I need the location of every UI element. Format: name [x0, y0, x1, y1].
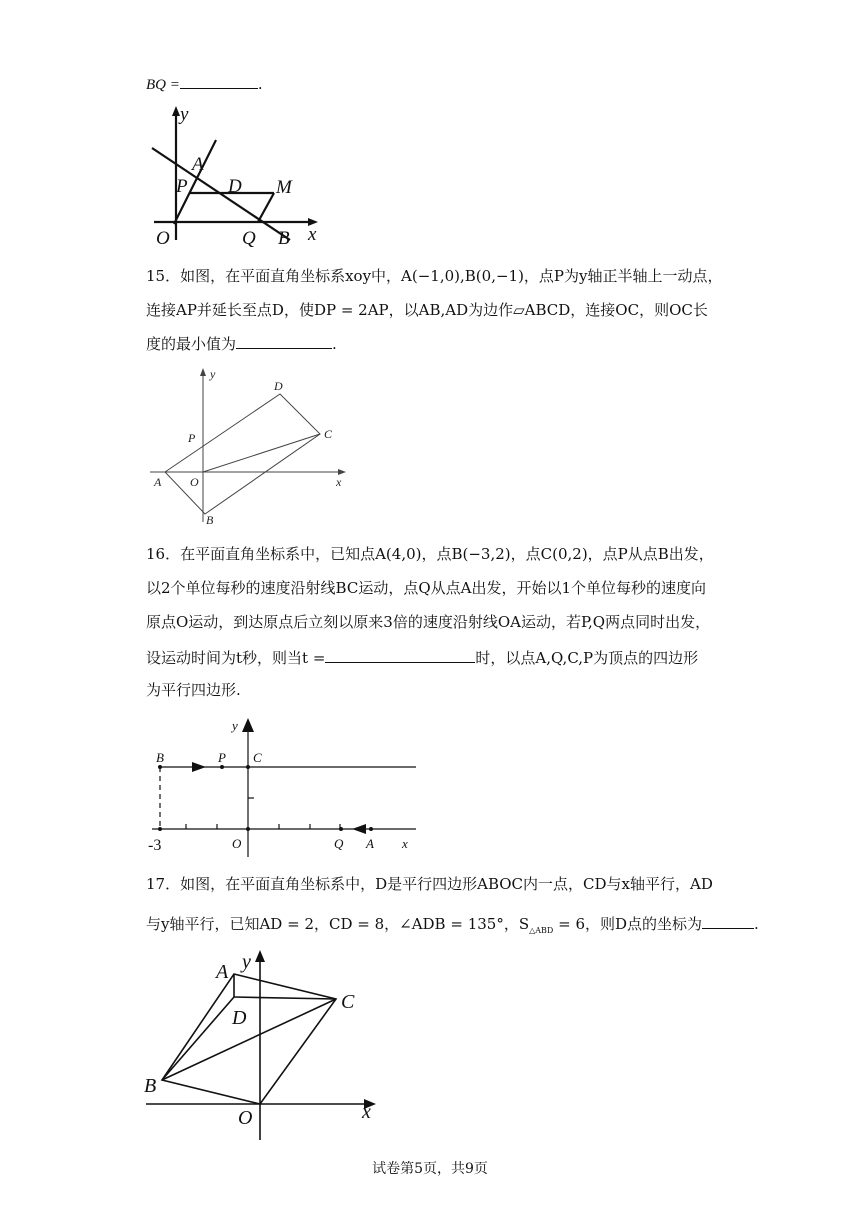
q14-answer-blank[interactable] [180, 72, 258, 89]
q15-label-x: x [336, 475, 342, 489]
q14-label-x: x [308, 224, 317, 245]
q16-line-5: 为平行四边形. [146, 681, 241, 699]
q16-line-1: 16．在平面直角坐标系中，已知点A(4,0)，点B(−3,2)，点C(0,2)，点P从点B出发， [146, 545, 714, 563]
q16-answer-blank[interactable] [325, 646, 475, 663]
q17-label-D: D [232, 1007, 247, 1029]
q15-label-O: O [190, 475, 199, 489]
q15-figure [140, 362, 360, 532]
q15-line-2: 连接AP并延长至点D，使DP = 2AP，以AB,AD为边作▱ABCD，连接OC，则OC长 [146, 301, 708, 319]
page-footer: 试卷第5页，共9页 [372, 1161, 488, 1177]
q14-label-y: y [180, 104, 189, 125]
q17-label-B: B [144, 1075, 157, 1097]
q16-figure [140, 712, 430, 862]
q14-label-D: D [228, 176, 242, 197]
q16-label-A: A [366, 836, 374, 851]
q14-label-P: P [176, 176, 188, 197]
q16-label-x: x [402, 836, 408, 851]
q16-label-P: P [218, 750, 226, 765]
q16-label-B: B [156, 750, 164, 765]
q16-label-y: y [232, 718, 238, 733]
q15-label-C: C [324, 427, 333, 441]
q16-label-C: C [253, 750, 262, 765]
q16-line-2: 以2个单位每秒的速度沿射线BC运动，点Q从点A出发，开始以1个单位每秒的速度向 [146, 579, 706, 597]
q16-label-O: O [232, 836, 242, 851]
q16-line-3: 原点O运动，到达原点后立刻以原来3倍的速度沿射线OA运动，若P,Q两点同时出发， [146, 613, 711, 631]
q15-label-y: y [210, 367, 216, 381]
q15-label-D: D [274, 379, 283, 393]
q14-answer-line: BQ = . [146, 72, 263, 95]
q17-figure [140, 946, 390, 1146]
q15-answer-blank[interactable] [236, 332, 332, 349]
q17-line-2: 与y轴平行，已知AD = 2，CD = 8，∠ADB = 135°，$S_{\triangle ABD} = 6$，则D点的坐标为 . [146, 912, 759, 941]
q15-line-1: 15．如图，在平面直角坐标系xoy中，A(−1,0),B(0,−1)，点P为y轴正半轴上一动点， [146, 267, 723, 285]
q17-label-A: A [216, 961, 229, 983]
q14-label-O: O [156, 228, 170, 249]
q14-figure [140, 100, 330, 250]
q15-label-A: A [154, 475, 162, 489]
q17-line-1: 17．如图，在平面直角坐标系中，D是平行四边形ABOC内一点，CD与x轴平行，AD [146, 875, 713, 893]
q14-label-A: A [192, 154, 204, 175]
q17-label-y: y [242, 951, 251, 973]
q15-label-B: B [206, 513, 214, 527]
q16-label-Q: Q [334, 836, 344, 851]
q14-label-Q: Q [242, 228, 256, 249]
q16-label-neg3: -3 [148, 837, 162, 854]
q14-answer-lhs: BQ = [146, 77, 180, 93]
q17-answer-blank[interactable] [702, 912, 754, 929]
q15-label-P: P [188, 431, 196, 445]
q17-label-x: x [362, 1101, 371, 1123]
q17-label-O: O [238, 1107, 253, 1129]
q16-line-4: 设运动时间为t秒，则当t = 时，以点A,Q,C,P为顶点的四边形 [146, 646, 698, 668]
q14-label-B: B [278, 228, 290, 249]
q15-line-3: 度的最小值为 . [146, 332, 337, 354]
q17-label-C: C [341, 991, 355, 1013]
q14-label-M: M [276, 177, 292, 198]
